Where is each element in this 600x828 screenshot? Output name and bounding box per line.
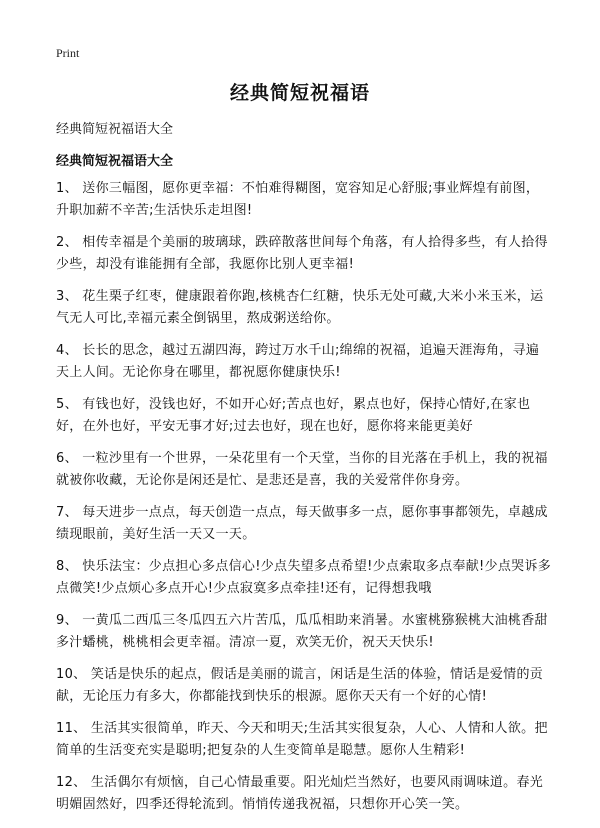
print-link[interactable]: Print xyxy=(56,46,80,60)
blessing-item-11: 11、 生活其实很简单，昨天、今天和明天;生活其实很复杂，人心、人情和人欲。把简单的生活变充实是聪明;把复杂的人生变简单是聪慧。愿你人生精彩! xyxy=(56,721,548,758)
blessing-item-4: 4、 长长的思念，越过五湖四海，跨过万水千山;绵绵的祝福，追遍天涯海角，寻遍天上人间。无论你身在哪里，都祝愿你健康快乐! xyxy=(56,343,540,380)
blessing-item-9: 9、 一黄瓜二西瓜三冬瓜四五六片苦瓜，瓜瓜相助来消暑。水蜜桃猕猴桃大油桃香甜多汁蟠桃，桃桃相会更幸福。清凉一夏，欢笑无价，祝天天快乐! xyxy=(56,613,548,650)
document-subtitle: 经典简短祝福语大全 xyxy=(56,122,174,137)
blessing-item-1: 1、 送你三幅图，愿你更幸福：不怕难得糊图，宽容知足心舒服;事业辉煌有前图，升职加薪不辛苦;生活快乐走坦图! xyxy=(56,181,540,218)
blessing-item-3: 3、 花生栗子红枣，健康跟着你跑,核桃杏仁红糖，快乐无处可藏,大米小米玉米，运气无人可比,幸福元素全倒锅里，熬成粥送给你。 xyxy=(56,289,544,326)
blessing-item-8: 8、 快乐法宝：少点担心多点信心!少点失望多点希望!少点索取多点奉献!少点哭诉多点微笑!少点烦心多点开心!少点寂寞多点牵挂!还有，记得想我哦 xyxy=(56,559,552,596)
blessing-item-6: 6、 一粒沙里有一个世界，一朵花里有一个天堂，当你的目光落在手机上，我的祝福就被你收藏，无论你是闲还是忙、是悲还是喜，我的关爱常伴你身旁。 xyxy=(56,451,548,488)
blessing-item-7: 7、 每天进步一点点，每天创造一点点，每天做事多一点，愿你事事都领先，卓越成绩现眼前，美好生活一天又一天。 xyxy=(56,505,548,542)
section-heading: 经典简短祝福语大全 xyxy=(56,154,174,169)
blessing-list xyxy=(56,178,552,826)
blessing-item-10: 10、 笑话是快乐的起点，假话是美丽的谎言，闲话是生活的体验，情话是爱情的贡献，无论压力有多大，你都能找到快乐的根源。愿你天天有一个好的心情! xyxy=(56,667,544,704)
blessing-item-2: 2、 相传幸福是个美丽的玻璃球，跌碎散落世间每个角落，有人拾得多些，有人拾得少些，却没有谁能拥有全部，我愿你比别人更幸福! xyxy=(56,235,548,272)
blessing-item-12: 12、 生活偶尔有烦恼，自己心情最重要。阳光灿烂当然好，也要风雨调味道。春光明媚固然好，四季还得轮流到。悄悄传递我祝福，只想你开心笑一笑。 xyxy=(56,775,544,812)
blessing-item-5: 5、 有钱也好，没钱也好，不如开心好;苦点也好，累点也好，保持心情好,在家也好，在外也好，平安无事才好;过去也好，现在也好，愿你将来能更美好 xyxy=(56,397,531,434)
document-title: 经典简短祝福语 xyxy=(229,82,370,104)
